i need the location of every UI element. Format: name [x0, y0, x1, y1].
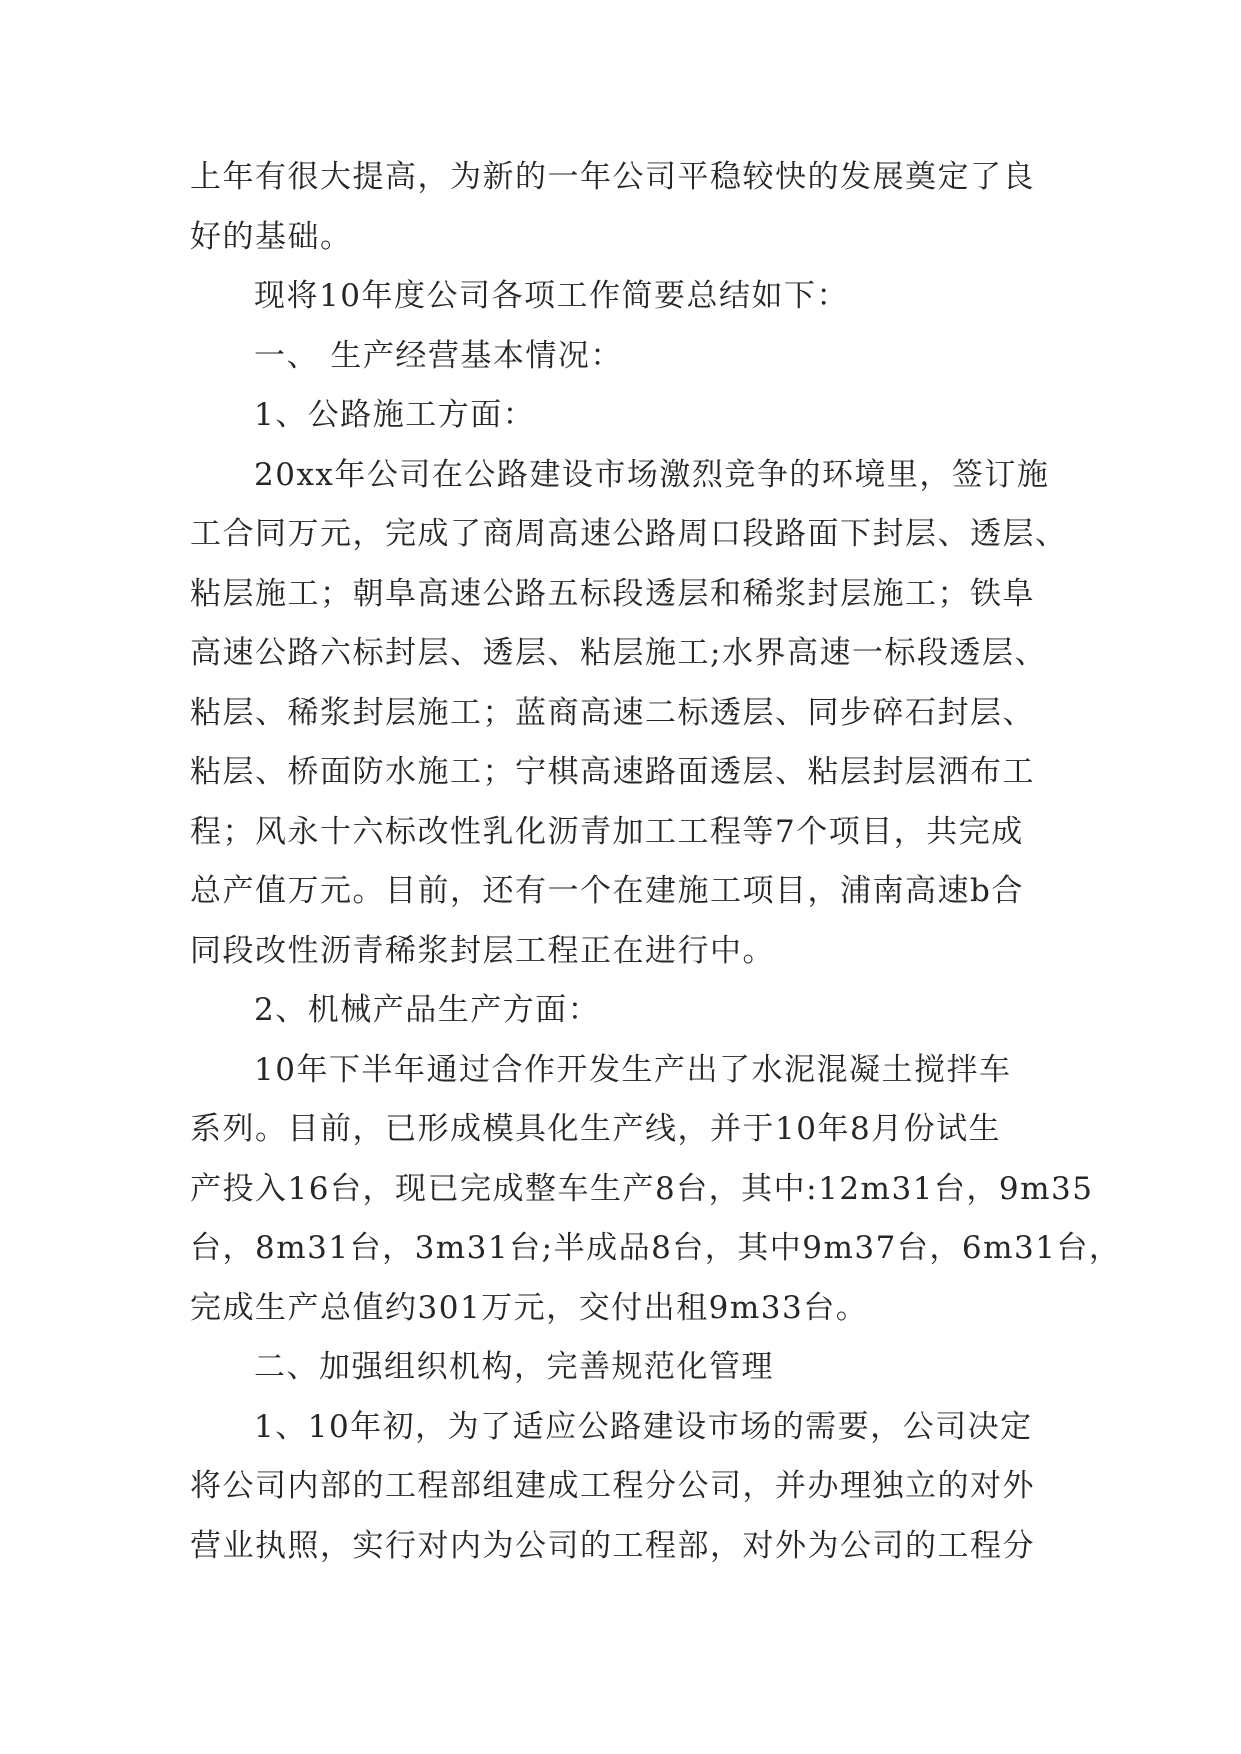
document-body — [190, 148, 1122, 1576]
subsection-heading: 2、机械产品生产方面： — [254, 992, 601, 1028]
text-line: 总产值万元。目前，还有一个在建施工项目，浦南高速b合 — [190, 873, 1024, 909]
text-line: 营业执照，实行对内为公司的工程部，对外为公司的工程分 — [190, 1527, 1035, 1564]
section-heading: 二、加强组织机构，完善规范化管理 — [254, 1349, 774, 1385]
text-line: 产投入16台，现已完成整车生产8台，其中:12m31台，9m35 — [190, 1170, 1094, 1207]
subsection-heading: 1、公路施工方面： — [254, 397, 536, 433]
section-heading: 一、 生产经营基本情况： — [254, 337, 623, 374]
text-line: 将公司内部的工程部组建成工程分公司，并办理独立的对外 — [190, 1468, 1035, 1504]
text-line: 粘层、稀浆封层施工；蓝商高速二标透层、同步碎石封层、 — [190, 694, 1035, 731]
text-line: 高速公路六标封层、透层、粘层施工;水界高速一标段透层、 — [190, 635, 1047, 671]
text-line: 完成生产总值约301万元，交付出租9m33台。 — [190, 1289, 869, 1326]
text-line: 好的基础。 — [190, 218, 353, 255]
text-line: 上年有很大提高，为新的一年公司平稳较快的发展奠定了良 — [190, 159, 1035, 195]
text-line: 20xx年公司在公路建设市场激烈竞争的环境里，签订施 — [254, 456, 1050, 493]
text-line: 系列。目前，已形成模具化生产线，并于10年8月份试生 — [190, 1111, 1002, 1147]
text-line: 现将10年度公司各项工作简要总结如下： — [254, 278, 849, 314]
text-line: 同段改性沥青稀浆封层工程正在进行中。 — [190, 932, 775, 969]
text-line: 工合同万元，完成了商周高速公路周口段路面下封层、透层、 — [190, 516, 1068, 552]
text-line: 粘层施工；朝阜高速公路五标段透层和稀浆封层施工；铁阜 — [190, 575, 1035, 612]
text-line: 粘层、桥面防水施工；宁棋高速路面透层、粘层封层洒布工 — [190, 754, 1035, 790]
text-line: 1、10年初，为了适应公路建设市场的需要，公司决定 — [254, 1408, 1033, 1445]
text-line: 台，8m31台，3m31台;半成品8台，其中9m37台，6m31台， — [190, 1230, 1122, 1266]
text-line: 10年下半年通过合作开发生产出了水泥混凝土搅拌车 — [254, 1051, 1012, 1088]
text-line: 程；风永十六标改性乳化沥青加工工程等7个项目，共完成 — [190, 813, 1024, 850]
